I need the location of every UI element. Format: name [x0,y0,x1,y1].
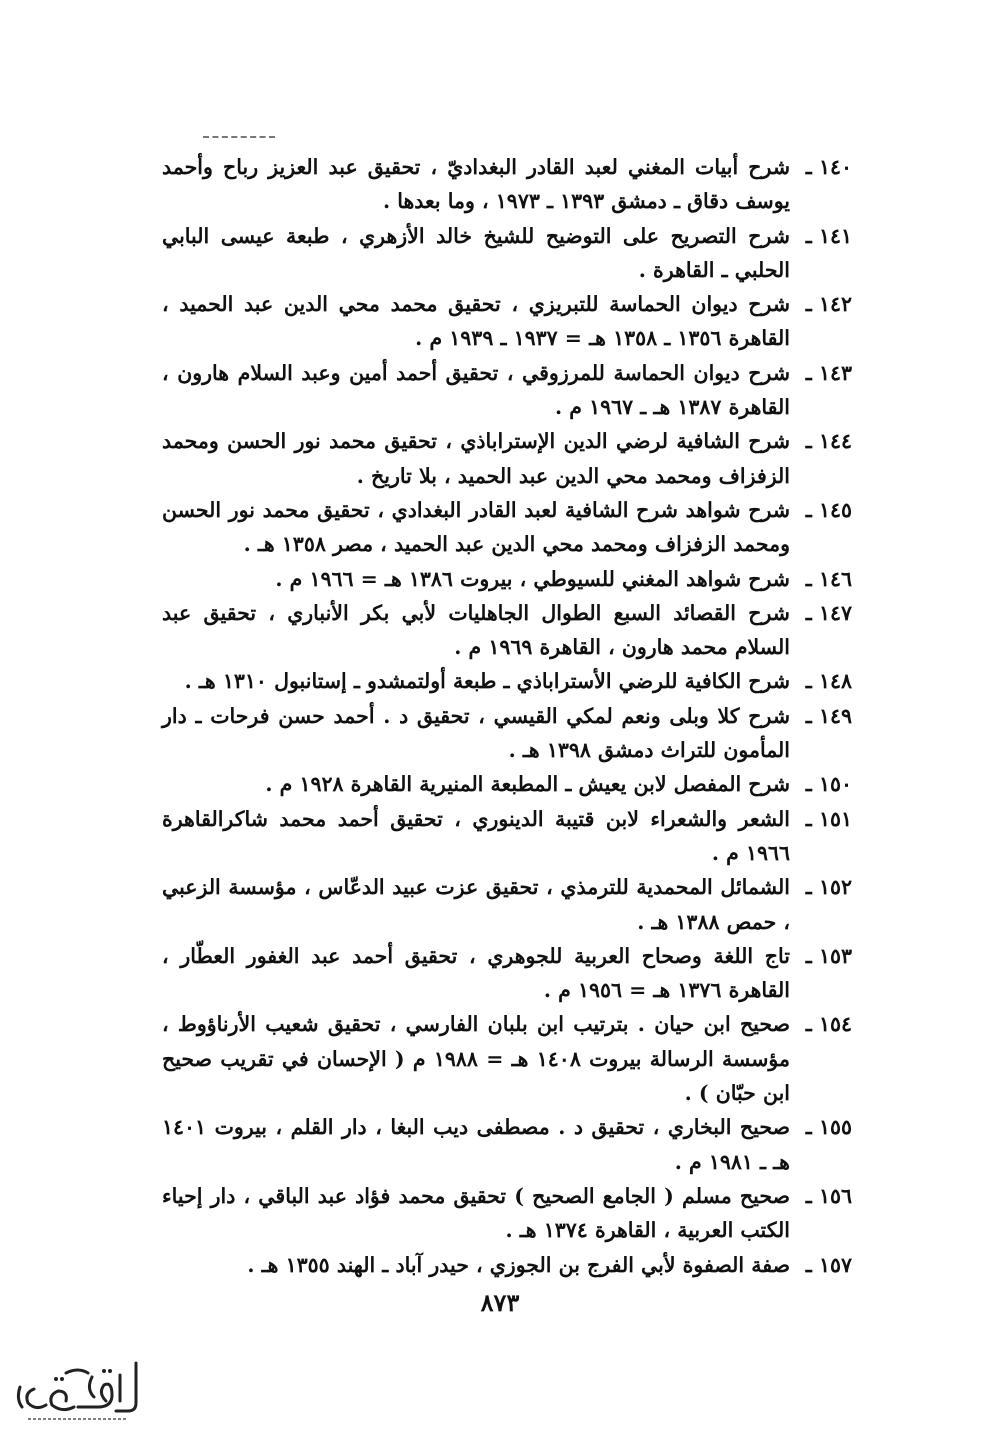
entry-text: شرح الكافية للرضي الأستراباذي ـ طبعة أولتمشدو ـ إستانبول ١٣١٠ هـ . [184,669,790,694]
bibliography-entry-140 [162,150,852,219]
entry-number: ١٤٦ ـ [805,566,852,591]
bibliography-entry-151 [162,802,852,871]
entry-text: شرح المفصل لابن يعيش ـ المطبعة المنيرية القاهرة ١٩٢٨ م . [265,772,790,797]
bibliography-list [162,150,852,1282]
entry-text: شرح كلا وبلى ونعم لمكي القيسي ، تحقيق د . أحمد حسن فرحات ـ دار المأمون للتراث دمشق ١٣٩٨ هـ . [162,703,790,763]
bibliography-entry-146 [162,562,852,596]
bibliography-entry-147 [162,596,852,665]
entry-text: الشعر والشعراء لابن قتيبة الدينوري ، تحقيق أحمد محمد شاكرالقاهرة ١٩٦٦ م . [162,806,791,865]
entry-text: شرح ديوان الحماسة للتبريزي ، تحقيق محمد محي الدين عبد الحميد ، القاهرة ١٣٥٦ ـ ١٣٥٨ هـ = ١٩٣٧ ـ ١٩٣٩ م . [162,292,790,351]
entry-text: صفة الصفوة لأبي الفرج بن الجوزي ، حيدر آباد ـ الهند ١٣٥٥ هـ . [247,1252,790,1277]
bibliography-entry-157 [162,1248,852,1282]
entry-text: شرح التصريح على التوضيح للشيخ خالد الأزهري ، طبعة عيسى البابي الحلبي ـ القاهرة . [162,223,790,282]
entry-text: شرح القصائد السبع الطوال الجاهليات لأبي بكر الأنباري ، تحقيق عبد السلام محمد هارون ، القاهرة ١٩٦٩ م . [162,600,790,660]
entry-number: ١٤٥ ـ [805,497,852,522]
entry-text: شرح أبيات المغني لعبد القادر البغداديّ ، تحقيق عبد العزيز رباح وأحمد يوسف دقاق ـ دمشق ١٣٩٣ ـ ١٩٧٣ ، وما بعدها . [162,155,790,214]
entry-text: صحيح مسلم ( الجامع الصحيح ) تحقيق محمد فؤاد عبد الباقي ، دار إحياء الكتب العربية ، القاهرة ١٣٧٤ هـ . [162,1183,790,1243]
entry-text: شرح شواهد المغني للسيوطي ، بيروت ١٣٨٦ هـ = ١٩٦٦ م . [275,566,790,591]
entry-number: ١٤٤ ـ [805,429,852,454]
entry-text: تاج اللغة وصحاح العربية للجوهري ، تحقيق أحمد عبد الغفور العطّار ، القاهرة ١٣٧٦ هـ = ١٩٥٦ م . [162,943,790,1003]
entry-text: شرح شواهد شرح الشافية لعبد القادر البغدادي ، تحقيق محمد نور الحسن ومحمد الزفزاف ومحمد محي الدين عبد الحميد ، مصر ١٣٥٨ هـ . [162,497,791,557]
entry-number: ١٥٧ ـ [805,1252,852,1277]
entry-number: ١٤٩ ـ [805,703,852,728]
entry-number: ١٥٣ ـ [805,943,852,968]
bibliography-entry-150 [162,767,852,801]
entry-text: صحيح البخاري ، تحقيق د . مصطفى ديب البغا ، دار القلم ، بيروت ١٤٠١ هـ ـ ١٩٨١ م . [162,1115,790,1174]
bibliography-entry-141 [162,219,852,288]
entry-text: الشمائل المحمدية للترمذي ، تحقيق عزت عبيد الدعّاس ، مؤسسة الزعبي ، حمص ١٣٨٨ هـ . [162,875,790,934]
entry-text: صحيح ابن حيان . بترتيب ابن بلبان الفارسي ، تحقيق شعيب الأرناؤوط ، مؤسسة الرسالة بيروت ١٤٠٨ هـ = ١٩٨٨ م ( الإحسان في تقريب صحيح ابن حبّان ) . [162,1012,791,1106]
bibliography-entry-156 [162,1179,852,1248]
bibliography-entry-153 [162,939,852,1008]
bibliography-entry-155 [162,1110,852,1179]
entry-text: شرح ديوان الحماسة للمرزوقي ، تحقيق أحمد أمين وعبد السلام هارون ، القاهرة ١٣٨٧ هـ ـ ١٩٦٧ م . [162,360,790,420]
entry-number: ١٤٨ ـ [805,669,852,694]
bibliography-entry-152 [162,870,852,939]
bibliography-entry-143 [162,356,852,425]
entry-number: ١٥٠ ـ [805,772,852,797]
bibliography-entry-145 [162,493,852,562]
bibliography-entry-142 [162,287,852,356]
top-divider [203,136,275,138]
bibliography-entry-154 [162,1007,852,1110]
bibliography-entry-149 [162,699,852,768]
entry-number: ١٥٥ ـ [805,1115,852,1140]
entry-number: ١٥٦ ـ [805,1183,852,1208]
entry-number: ١٥٢ ـ [805,875,852,900]
entry-number: ١٥٤ ـ [805,1012,852,1037]
entry-number: ١٤٠ ـ [805,155,852,179]
page-number: ٨٧٣ [480,1288,520,1317]
entry-number: ١٤٧ ـ [805,600,852,625]
entry-number: ١٤٢ ـ [805,292,852,317]
entry-number: ١٤١ ـ [805,223,852,248]
bibliography-entry-144 [162,424,852,493]
entry-number: ١٥١ ـ [805,806,852,831]
entry-text: شرح الشافية لرضي الدين الإستراباذي ، تحقيق محمد نور الحسن ومحمد الزفزاف ومحمد محي الدين عبد الحميد ، بلا تاريخ . [162,429,790,488]
entry-number: ١٤٣ ـ [805,360,852,385]
library-stamp-logo [8,1355,148,1425]
bibliography-entry-148 [162,664,852,698]
